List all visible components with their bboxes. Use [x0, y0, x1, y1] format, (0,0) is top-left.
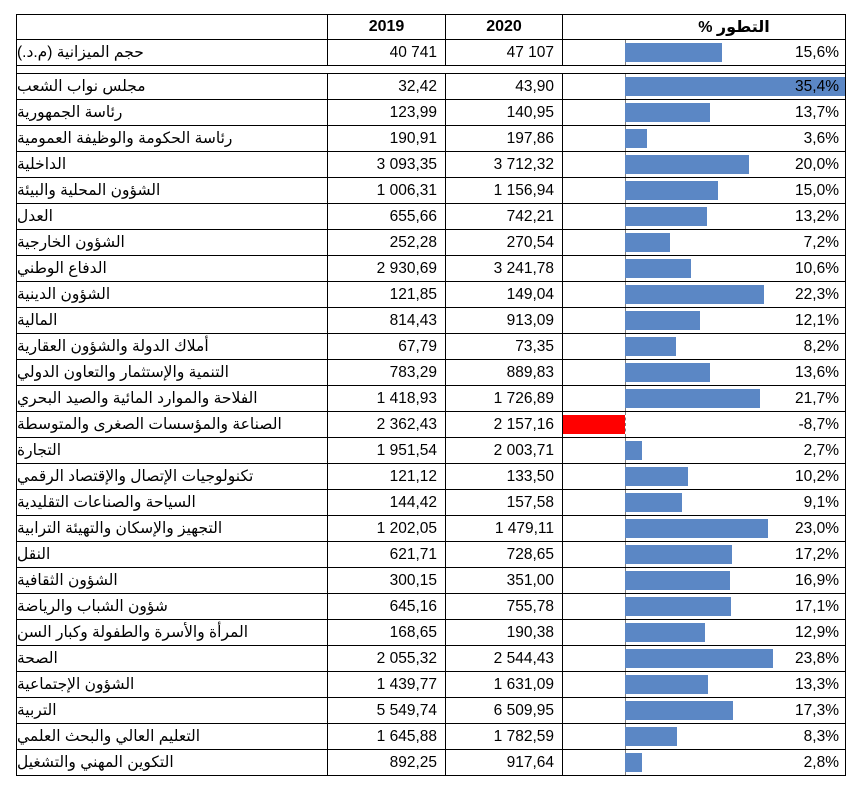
pct-cell [563, 204, 845, 229]
pct-cell [563, 750, 845, 775]
table-row [16, 568, 846, 594]
value-2019: 3 093,35 [327, 152, 445, 177]
ministry-label: شؤون الشباب والرياضة [17, 598, 168, 615]
pct-cell [563, 646, 845, 671]
value-2019: 1 645,88 [327, 724, 445, 749]
value-2020: 728,65 [445, 542, 563, 567]
pct-bar [625, 597, 731, 616]
ministry-label: المالية [17, 312, 58, 329]
table-row [16, 542, 846, 568]
pct-label: 12,9% [795, 623, 839, 641]
ministry-label: العدل [17, 208, 53, 225]
table-row [16, 308, 846, 334]
value-2019: 190,91 [327, 126, 445, 151]
value-2019: 655,66 [327, 204, 445, 229]
ministry-label: الصناعة والمؤسسات الصغرى والمتوسطة [17, 416, 282, 433]
ministry-label: السياحة والصناعات التقليدية [17, 494, 196, 511]
table-row [16, 178, 846, 204]
pct-label: 21,7% [795, 389, 839, 407]
ministry-label: التكوين المهني والتشغيل [17, 754, 174, 771]
table-row [16, 204, 846, 230]
value-2020: 1 726,89 [445, 386, 563, 411]
table-row [16, 646, 846, 672]
pct-label: 22,3% [795, 285, 839, 303]
ministry-label: التنمية والإستثمار والتعاون الدولي [17, 364, 229, 381]
pct-bar [625, 233, 670, 252]
value-2020: 1 479,11 [445, 516, 563, 541]
pct-bar [625, 129, 647, 148]
value-2019: 144,42 [327, 490, 445, 515]
pct-cell [563, 672, 845, 697]
header-row [16, 14, 846, 40]
pct-label: 12,1% [795, 311, 839, 329]
value-2019: 783,29 [327, 360, 445, 385]
pct-bar [625, 389, 760, 408]
table-row [16, 126, 846, 152]
table-row [16, 230, 846, 256]
pct-cell [563, 698, 845, 723]
value-2020: 755,78 [445, 594, 563, 619]
value-2020: 140,95 [445, 100, 563, 125]
value-2020: 43,90 [445, 74, 563, 99]
value-2019: 2 055,32 [327, 646, 445, 671]
ministry-label: التعليم العالي والبحث العلمي [17, 728, 201, 745]
value-2019: 1 202,05 [327, 516, 445, 541]
pct-bar [625, 363, 710, 382]
ministry-label: مجلس نواب الشعب [17, 78, 146, 95]
pct-label: 13,6% [795, 363, 839, 381]
pct-bar [625, 493, 682, 512]
value-2020: 197,86 [445, 126, 563, 151]
pct-cell [563, 360, 845, 385]
value-2019: 1 006,31 [327, 178, 445, 203]
table-row [16, 594, 846, 620]
value-2019: 5 549,74 [327, 698, 445, 723]
pct-cell [563, 516, 845, 541]
ministry-label: الشؤون الإجتماعية [17, 676, 135, 693]
value-2020: 351,00 [445, 568, 563, 593]
pct-label: 13,7% [795, 103, 839, 121]
ministry-label: الدفاع الوطني [17, 260, 107, 277]
pct-bar [625, 259, 691, 278]
ministry-label: الفلاحة والموارد المائية والصيد البحري [17, 390, 258, 407]
table-row [16, 334, 846, 360]
value-2019: 814,43 [327, 308, 445, 333]
pct-label: 23,0% [795, 519, 839, 537]
value-2020: 917,64 [445, 750, 563, 775]
value-2019: 121,85 [327, 282, 445, 307]
pct-bar [625, 103, 710, 122]
pct-label: 8,2% [803, 337, 839, 355]
value-2020: 1 631,09 [445, 672, 563, 697]
header-pct: التطور % [698, 19, 770, 36]
total-pct-label: 15,6% [795, 43, 839, 61]
total-row [16, 40, 846, 66]
pct-bar [625, 545, 732, 564]
value-2019: 252,28 [327, 230, 445, 255]
budget-table [16, 14, 846, 776]
table-row [16, 516, 846, 542]
ministry-label: النقل [17, 546, 51, 563]
ministry-label: الصحة [17, 650, 58, 667]
pct-cell [563, 412, 845, 437]
table-row [16, 360, 846, 386]
value-2019: 1 439,77 [327, 672, 445, 697]
value-2020: 3 241,78 [445, 256, 563, 281]
header-name-cell [17, 15, 327, 39]
value-2020: 270,54 [445, 230, 563, 255]
pct-cell [563, 464, 845, 489]
pct-cell [563, 282, 845, 307]
value-2020: 149,04 [445, 282, 563, 307]
table-gap [16, 66, 846, 74]
pct-label: 2,8% [803, 753, 839, 771]
pct-label: 20,0% [795, 155, 839, 173]
pct-cell [563, 594, 845, 619]
pct-bar [625, 285, 764, 304]
pct-bar [625, 623, 705, 642]
table-row [16, 464, 846, 490]
ministry-label: الشؤون الدينية [17, 286, 111, 303]
ministry-label: المرأة والأسرة والطفولة وكبار السن [17, 624, 249, 641]
total-label: حجم الميزانية (م.د.) [17, 44, 144, 61]
pct-cell [563, 490, 845, 515]
ministry-label: الشؤون الخارجية [17, 234, 125, 251]
table-row [16, 620, 846, 646]
ministry-label: الشؤون الثقافية [17, 572, 118, 589]
pct-label: 23,8% [795, 649, 839, 667]
table-row [16, 698, 846, 724]
pct-cell [563, 178, 845, 203]
zero-baseline [625, 412, 626, 437]
pct-bar [625, 155, 749, 174]
table-row [16, 438, 846, 464]
total-pct-bar [625, 43, 722, 62]
pct-label: 17,2% [795, 545, 839, 563]
value-2020: 133,50 [445, 464, 563, 489]
ministry-label: التربية [17, 702, 57, 719]
value-2020: 913,09 [445, 308, 563, 333]
pct-cell [563, 438, 845, 463]
total-2019: 40 741 [327, 40, 445, 65]
value-2020: 2 003,71 [445, 438, 563, 463]
value-2019: 1 418,93 [327, 386, 445, 411]
pct-bar [625, 467, 688, 486]
pct-label: 13,2% [795, 207, 839, 225]
pct-cell [563, 334, 845, 359]
pct-cell [563, 230, 845, 255]
ministry-rows [16, 74, 846, 776]
pct-label: 7,2% [803, 233, 839, 251]
ministry-label: التجهيز والإسكان والتهيئة الترابية [17, 520, 223, 537]
pct-bar [625, 571, 730, 590]
pct-label: 16,9% [795, 571, 839, 589]
ministry-label: رئاسة الحكومة والوظيفة العمومية [17, 130, 233, 147]
pct-label: 9,1% [803, 493, 839, 511]
pct-cell [563, 568, 845, 593]
value-2020: 2 544,43 [445, 646, 563, 671]
table-row [16, 74, 846, 100]
pct-cell [563, 126, 845, 151]
pct-label: 3,6% [803, 129, 839, 147]
value-2020: 157,58 [445, 490, 563, 515]
value-2020: 190,38 [445, 620, 563, 645]
value-2020: 889,83 [445, 360, 563, 385]
value-2020: 1 782,59 [445, 724, 563, 749]
pct-label: 10,2% [795, 467, 839, 485]
pct-label: 35,4% [795, 77, 839, 95]
table-row [16, 750, 846, 776]
value-2019: 621,71 [327, 542, 445, 567]
table-row [16, 724, 846, 750]
pct-bar [563, 415, 625, 434]
table-row [16, 386, 846, 412]
table-row [16, 256, 846, 282]
pct-label: -8,7% [798, 415, 839, 433]
value-2019: 121,12 [327, 464, 445, 489]
value-2020: 6 509,95 [445, 698, 563, 723]
header-2020: 2020 [445, 15, 563, 39]
pct-cell [563, 100, 845, 125]
value-2020: 742,21 [445, 204, 563, 229]
pct-label: 13,3% [795, 675, 839, 693]
value-2019: 2 930,69 [327, 256, 445, 281]
pct-bar [625, 311, 700, 330]
table-row [16, 672, 846, 698]
value-2019: 67,79 [327, 334, 445, 359]
total-2020: 47 107 [445, 40, 563, 65]
ministry-label: الشؤون المحلية والبيئة [17, 182, 161, 199]
value-2020: 1 156,94 [445, 178, 563, 203]
pct-bar [625, 727, 677, 746]
total-pct-cell [563, 40, 845, 65]
pct-bar [625, 181, 718, 200]
pct-cell [563, 152, 845, 177]
ministry-label: تكنولوجيات الإتصال والإقتصاد الرقمي [17, 468, 254, 485]
pct-bar [625, 337, 676, 356]
ministry-label: التجارة [17, 442, 62, 459]
table-row [16, 152, 846, 178]
value-2020: 2 157,16 [445, 412, 563, 437]
ministry-label: رئاسة الجمهورية [17, 104, 123, 121]
ministry-label: أملاك الدولة والشؤون العقارية [17, 338, 209, 355]
pct-bar [625, 441, 642, 460]
pct-cell [563, 386, 845, 411]
value-2019: 645,16 [327, 594, 445, 619]
pct-label: 8,3% [803, 727, 839, 745]
pct-bar [625, 701, 733, 720]
pct-label: 17,1% [795, 597, 839, 615]
value-2019: 1 951,54 [327, 438, 445, 463]
value-2019: 168,65 [327, 620, 445, 645]
pct-cell [563, 74, 845, 99]
value-2019: 300,15 [327, 568, 445, 593]
header-2019: 2019 [327, 15, 445, 39]
value-2019: 123,99 [327, 100, 445, 125]
table-row [16, 282, 846, 308]
pct-bar [625, 207, 707, 226]
value-2019: 892,25 [327, 750, 445, 775]
pct-bar [625, 675, 708, 694]
pct-cell [563, 308, 845, 333]
pct-bar [625, 753, 642, 772]
value-2019: 32,42 [327, 74, 445, 99]
pct-cell [563, 256, 845, 281]
pct-label: 10,6% [795, 259, 839, 277]
pct-cell [563, 724, 845, 749]
pct-label: 15,0% [795, 181, 839, 199]
value-2019: 2 362,43 [327, 412, 445, 437]
pct-bar [625, 649, 773, 668]
pct-cell [563, 620, 845, 645]
value-2020: 3 712,32 [445, 152, 563, 177]
value-2020: 73,35 [445, 334, 563, 359]
ministry-label: الداخلية [17, 156, 67, 173]
table-row [16, 100, 846, 126]
pct-cell [563, 542, 845, 567]
pct-bar [625, 519, 768, 538]
table-row [16, 490, 846, 516]
pct-label: 17,3% [795, 701, 839, 719]
table-row [16, 412, 846, 438]
pct-label: 2,7% [803, 441, 839, 459]
